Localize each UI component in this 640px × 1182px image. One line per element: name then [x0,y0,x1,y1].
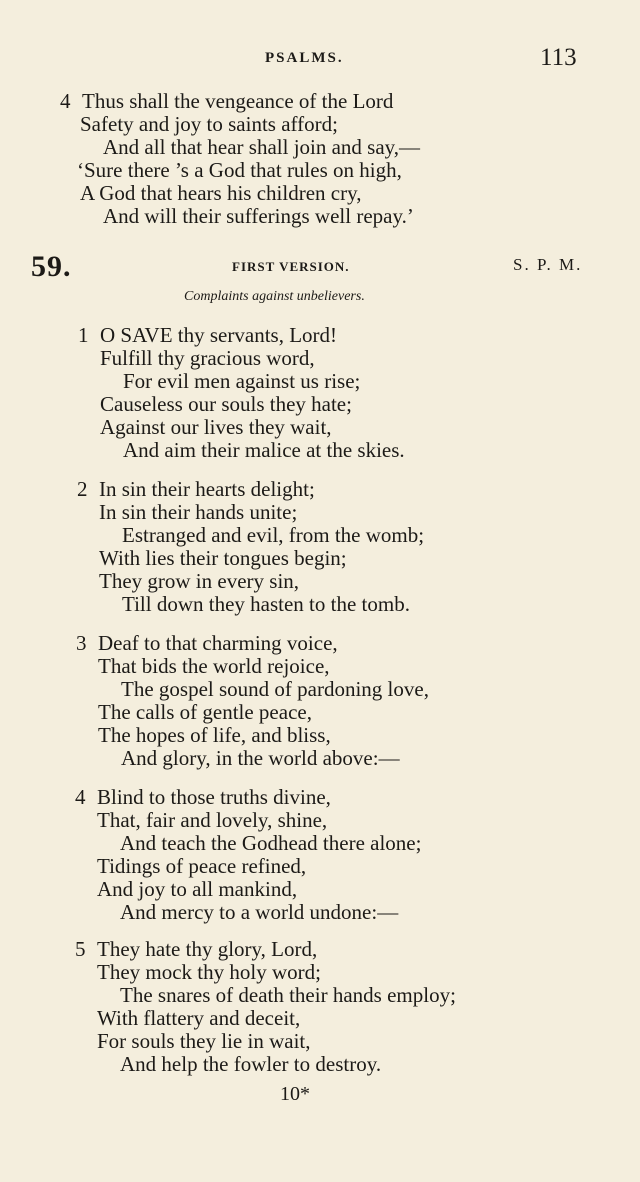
verse-line: Causeless our souls they hate; [100,392,352,416]
verse-line: And joy to all mankind, [97,877,298,901]
verse-line: Safety and joy to saints afford; [80,112,338,136]
hymn-number: 59. [31,250,72,283]
verse-line: The calls of gentle peace, [98,700,312,724]
running-header [0,44,640,74]
verse-line: Fulfill thy gracious word, [100,346,315,370]
verse-line: ‘Sure there ’s a God that rules on high, [77,158,402,182]
verse-line: And aim their malice at the skies. [123,438,405,462]
stanza-number: 4 [75,785,86,809]
verse-line: They hate thy glory, Lord, [97,937,318,961]
verse-line: Blind to those truths divine, [97,785,331,809]
verse-line: Estranged and evil, from the womb; [122,523,425,547]
page-number: 113 [540,44,577,71]
stanza-number: 1 [78,323,89,347]
verse-line: In sin their hands unite; [99,500,298,524]
verse-line: For souls they lie in wait, [97,1029,311,1053]
hymn-subtitle: Complaints against unbelievers. [184,289,365,304]
verse-line: Tidings of peace refined, [97,854,307,878]
verse-line: Deaf to that charming voice, [98,631,338,655]
meter-label: S. P. M. [513,255,583,274]
stanza-number: 5 [75,937,86,961]
verse-line: And will their sufferings well repay.’ [103,204,414,228]
stanza-number: 4 [60,89,71,113]
verse-line: And glory, in the world above:— [121,746,400,770]
verse-line: And teach the Godhead there alone; [120,831,422,855]
signature-mark: 10* [280,1083,310,1105]
verse-line: In sin their hearts delight; [99,477,315,501]
verse-line: Thus shall the vengeance of the Lord [82,89,394,113]
verse-line: That bids the world rejoice, [98,654,330,678]
running-title: PSALMS. [265,50,344,66]
stanza-number: 3 [76,631,87,655]
verse-line: That, fair and lovely, shine, [97,808,328,832]
verse-line: O SAVE thy servants, Lord! [100,323,338,347]
verse-line: The hopes of life, and bliss, [98,723,331,747]
verse-line: They grow in every sin, [99,569,300,593]
verse-line: And all that hear shall join and say,— [103,135,421,159]
verse-line: Till down they hasten to the tomb. [122,592,410,616]
verse-line: Against our lives they wait, [100,415,332,439]
verse-line: A God that hears his children cry, [80,181,362,205]
verse-line: The gospel sound of pardoning love, [121,677,429,701]
stanza-number: 2 [77,477,88,501]
version-label: FIRST VERSION. [232,259,350,274]
verse-line: The snares of death their hands employ; [120,983,456,1007]
verse-line: And mercy to a world undone:— [120,900,399,924]
verse-line: For evil men against us rise; [123,369,361,393]
verse-line: And help the fowler to destroy. [120,1052,382,1076]
verse-line: With lies their tongues begin; [99,546,347,570]
verse-line: With flattery and deceit, [97,1006,301,1030]
verse-line: They mock thy holy word; [97,960,321,984]
